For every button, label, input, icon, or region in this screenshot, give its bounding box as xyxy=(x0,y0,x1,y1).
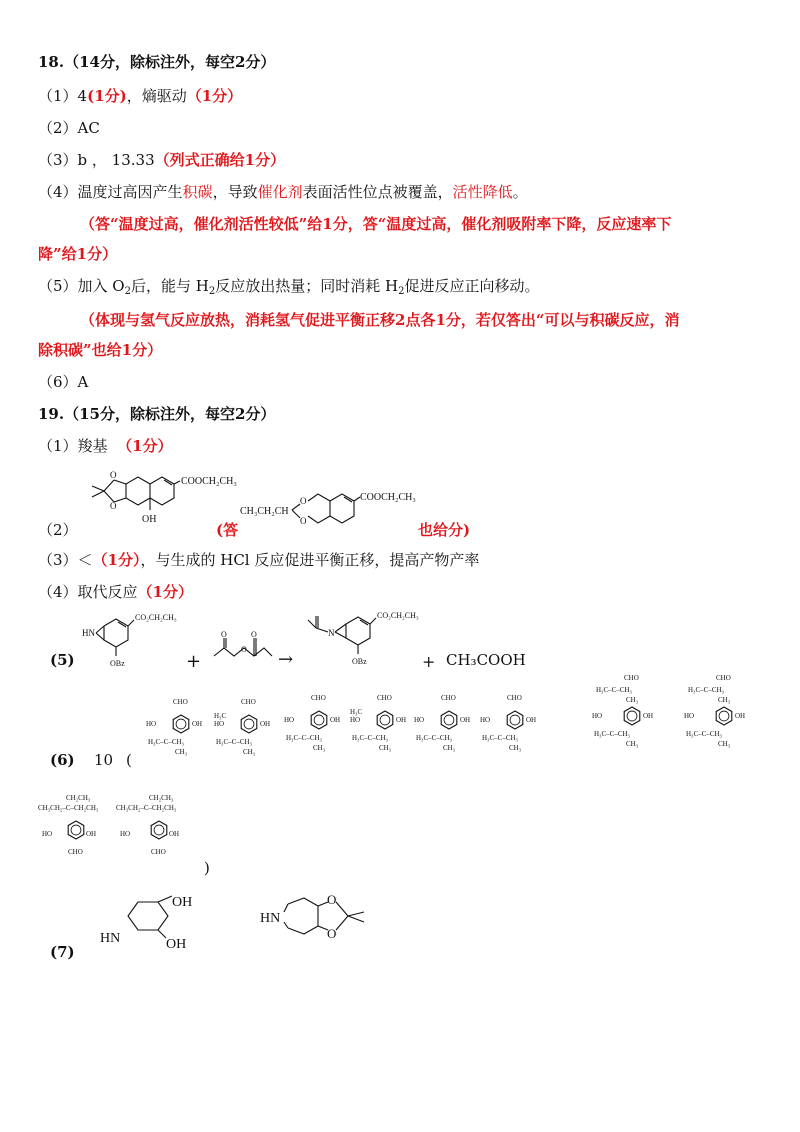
ch3-label: CH₃ xyxy=(243,748,256,756)
q19-a3-score: （1分） xyxy=(92,551,141,569)
q18-a5-p2: 后，能与 H xyxy=(130,277,209,295)
q19-a6-count: 10 xyxy=(94,751,114,769)
h3c-label: H₃C xyxy=(350,708,363,716)
tbu-label: H₃C–C–CH₃ xyxy=(416,734,452,742)
benzene-ring xyxy=(68,821,84,839)
ch3-label: CH₃ xyxy=(175,748,188,756)
ho-label: HO xyxy=(146,720,157,728)
ch3-label: CH₃ xyxy=(509,744,522,752)
ch3-label: CH₃ xyxy=(626,696,639,704)
tbu-label: H₃C–C–CH₃ xyxy=(352,734,388,742)
cho-label: CHO xyxy=(173,698,188,706)
tbu-label: H₃C–C–CH₃ xyxy=(216,738,252,746)
q19-a3-p1: （3）＜ xyxy=(38,551,93,569)
ho-label: HO xyxy=(414,716,425,724)
ester-label: COOCH₂CH₃ xyxy=(360,492,416,503)
ch3-label: CH₃ xyxy=(718,740,731,748)
q18-a4-note-line1: （答“温度过高，催化剂活性较低”给1分，答“温度过高，催化剂吸附率下降，反应速率下 xyxy=(80,215,672,233)
ho-label: HO xyxy=(684,712,695,720)
q18-header: 18.（14分，除标注外，每空2分） xyxy=(38,53,276,71)
ho-label: HO xyxy=(592,712,603,720)
benzene-ring xyxy=(151,821,167,839)
q18-answer-3 xyxy=(38,150,285,170)
q18-a4-p4: 。 xyxy=(512,183,528,201)
q18-a4-r3: 活性降低 xyxy=(452,183,513,201)
benzene-ring xyxy=(241,715,257,733)
cho-label: CHO xyxy=(624,674,639,682)
q19-a6-isomer-4 xyxy=(350,692,420,764)
o-label: O xyxy=(221,630,227,639)
aromatic-circle xyxy=(314,715,324,725)
q18-answer-2: （2）AC xyxy=(38,119,100,137)
tbu-label: H₃C–C–CH₃ xyxy=(688,686,724,694)
benzene-ring xyxy=(507,711,523,729)
q18-a1-mid: ，熵驱动 xyxy=(126,87,187,105)
q19-a6-open-paren: ( xyxy=(126,751,132,769)
n-label: N xyxy=(328,628,335,638)
benzene-ring xyxy=(377,711,393,729)
q18-a5-p4: 促进反应正向移动。 xyxy=(404,277,540,295)
o-label: O xyxy=(110,501,117,511)
aromatic-circle xyxy=(444,715,454,725)
q19-a5-byproduct: CH₃COOH xyxy=(446,651,526,669)
q19-a4-text: （4）取代反应 xyxy=(38,583,138,601)
q18-a1-score2: （1分） xyxy=(186,87,243,105)
q18-a3-note: （列式正确给1分） xyxy=(154,151,286,169)
q18-a1-prefix: （1）4 xyxy=(38,87,88,105)
oh-label: OH xyxy=(260,720,271,728)
q18-a4-p3: 表面活性位点被覆盖， xyxy=(302,183,453,201)
oh-label: OH xyxy=(330,716,341,724)
q18-a5-note-line2: 除积碳”也给1分） xyxy=(38,341,163,359)
cho-label: CHO xyxy=(716,674,731,682)
cho-label: CHO xyxy=(311,694,326,702)
hn-label: HN xyxy=(260,911,281,926)
q19-a6-isomer-7 xyxy=(592,672,672,762)
hn-label: HN xyxy=(100,931,121,946)
ethyl-label: CH₂CH₃ xyxy=(149,794,174,802)
q18-answer-5 xyxy=(38,276,539,302)
q19-a5-arrow: → xyxy=(278,649,294,670)
oh-label: OH xyxy=(169,830,180,838)
ho-label: HO xyxy=(480,716,491,724)
h3c-label: H₃C xyxy=(214,712,227,720)
q18-answer-1 xyxy=(38,86,242,106)
q19-a2-note-b: 也给分) xyxy=(418,521,471,539)
q19-a1-score: （1分） xyxy=(117,437,173,455)
ch3-label: CH₃ xyxy=(718,696,731,704)
q19-a6-isomer-9 xyxy=(36,792,116,862)
q18-a5-sub2: 2 xyxy=(208,286,216,297)
aromatic-circle xyxy=(176,719,186,729)
oh-label: OH xyxy=(526,716,537,724)
q19-header: 19.（15分，除标注外，每空2分） xyxy=(38,405,276,423)
q19-answer-1 xyxy=(38,436,173,456)
hn-label: HN xyxy=(82,628,95,638)
o-label: O xyxy=(110,470,117,480)
benzene-ring xyxy=(441,711,457,729)
ho-label: HO xyxy=(120,830,131,838)
q18-a3-text: （3）b ， 13.33 xyxy=(38,151,155,169)
q18-answer-4 xyxy=(38,182,528,202)
q19-a4-score: （1分） xyxy=(137,583,193,601)
q18-a5-p3: 反应放出热量；同时消耗 H xyxy=(215,277,399,295)
oh-label: OH xyxy=(192,720,203,728)
q19-a2-structure-alt xyxy=(238,476,438,536)
q18-a5-sub1: 2 xyxy=(124,286,131,297)
q19-a5-label: (5) xyxy=(50,651,75,669)
o-label: O xyxy=(327,892,337,907)
aromatic-circle xyxy=(380,715,390,725)
q18-a5-p1: （5）加入 O xyxy=(38,277,125,295)
aromatic-circle xyxy=(154,825,164,835)
q19-a6-label: (6) xyxy=(50,751,75,769)
q19-a6-isomer-10 xyxy=(114,792,204,872)
ho-label: HO xyxy=(42,830,53,838)
q19-a6-isomer-1 xyxy=(146,696,216,766)
cho-label: CHO xyxy=(151,848,166,856)
q19-a2-note-a: (答 xyxy=(216,521,239,539)
tbu-label: H₃C–C–CH₃ xyxy=(596,686,632,694)
benzene-ring xyxy=(311,711,327,729)
q18-a4-r2: 催化剂 xyxy=(257,183,303,201)
ethyl-label: CH₂CH₃ xyxy=(66,794,91,802)
obz-label: OBz xyxy=(110,659,125,668)
ch3-label: CH₃ xyxy=(626,740,639,748)
o-label: O xyxy=(300,516,307,526)
tbu-label: H₃C–C–CH₃ xyxy=(686,730,722,738)
oh-label-2: OH xyxy=(166,937,187,952)
q19-a6-isomer-8 xyxy=(684,672,764,762)
q19-a6-isomer-3 xyxy=(284,692,354,764)
benzene-ring xyxy=(624,707,640,725)
q19-a7-label: (7) xyxy=(50,943,75,961)
cho-label: CHO xyxy=(241,698,256,706)
q18-answer-6: （6）A xyxy=(38,373,89,391)
o-label: O xyxy=(251,630,257,639)
co2et-label: CO₂CH₂CH₃ xyxy=(135,613,177,622)
tbu-label: H₃C–C–CH₃ xyxy=(286,734,322,742)
q19-a1-text: （1）羧基 xyxy=(38,437,108,455)
tbu-label: H₃C–C–CH₃ xyxy=(482,734,518,742)
q19-a6-isomer-2 xyxy=(214,696,284,766)
q18-a4-p2: ，导致 xyxy=(212,183,258,201)
o-label: O xyxy=(241,645,247,654)
benzene-ring xyxy=(173,715,189,733)
benzene-ring xyxy=(716,707,732,725)
q19-a7-structure-diol xyxy=(92,892,202,962)
q19-a5-plus-1: + xyxy=(186,651,202,672)
o-label: O xyxy=(300,496,307,506)
cho-label: CHO xyxy=(441,694,456,702)
q19-a2-label: （2） xyxy=(38,521,78,539)
oh-label: OH xyxy=(735,712,746,720)
ho-label: HO xyxy=(214,720,225,728)
q19-a7-structure-acetonide xyxy=(254,892,374,962)
co2et-label: CO₂CH₂CH₃ xyxy=(377,611,419,620)
q18-a4-note-line2: 降”给1分） xyxy=(38,245,118,263)
q18-a5-note-line1: （体现与氢气反应放热，消耗氢气促进平衡正移2点各1分，若仅答出“可以与积碳反应，消 xyxy=(80,311,680,329)
q19-a5-acetic-anhydride xyxy=(210,628,280,668)
oh-label: OH xyxy=(396,716,407,724)
cho-label: CHO xyxy=(68,848,83,856)
oh-label: OH xyxy=(142,514,157,525)
q18-a1-score1: (1分) xyxy=(87,87,127,105)
q19-answer-3 xyxy=(38,550,479,570)
q18-a4-r1: 积碳 xyxy=(182,183,213,201)
oh-label: OH xyxy=(460,716,471,724)
aromatic-circle xyxy=(719,711,729,721)
oh-label: OH xyxy=(86,830,97,838)
q19-a5-product-structure xyxy=(302,606,432,676)
q19-a6-isomer-6 xyxy=(480,692,550,764)
cho-label: CHO xyxy=(377,694,392,702)
propyl-label: CH₃CH₂CH xyxy=(240,506,289,517)
q19-a3-p2: ，与生成的 HCl 反应促进平衡正移，提高产物产率 xyxy=(140,551,480,569)
tbu-label: H₃C–C–CH₃ xyxy=(148,738,184,746)
aromatic-circle xyxy=(627,711,637,721)
q19-a5-reactant-aziridine xyxy=(80,612,190,678)
ch3-label: CH₃ xyxy=(443,744,456,752)
tbu-label: H₃C–C–CH₃ xyxy=(594,730,630,738)
ester-label: COOCH₂CH₃ xyxy=(181,476,237,487)
q19-a5-plus-2: + xyxy=(422,652,436,671)
oh-label: OH xyxy=(643,712,654,720)
ch3-label: CH₃ xyxy=(313,744,326,752)
o-label: O xyxy=(327,926,337,941)
q18-a5-sub3: 2 xyxy=(398,286,405,297)
ho-label: HO xyxy=(284,716,295,724)
q19-a6-close-paren: ) xyxy=(204,859,210,877)
branch-label: CH₃CH₂–C–CH₂CH₃ xyxy=(38,804,99,812)
aromatic-circle xyxy=(71,825,81,835)
aromatic-circle xyxy=(510,715,520,725)
obz-label: OBz xyxy=(352,657,367,666)
q19-answer-4 xyxy=(38,582,193,602)
q19-a6-isomer-5 xyxy=(414,692,484,764)
cho-label: CHO xyxy=(507,694,522,702)
branch-label: CH₃CH₂–C–CH₂CH₃ xyxy=(116,804,177,812)
ch3-label: CH₃ xyxy=(379,744,392,752)
q18-a4-p1: （4）温度过高因产生 xyxy=(38,183,183,201)
oh-label-1: OH xyxy=(172,895,193,910)
ho-label: HO xyxy=(350,716,361,724)
aromatic-circle xyxy=(244,719,254,729)
